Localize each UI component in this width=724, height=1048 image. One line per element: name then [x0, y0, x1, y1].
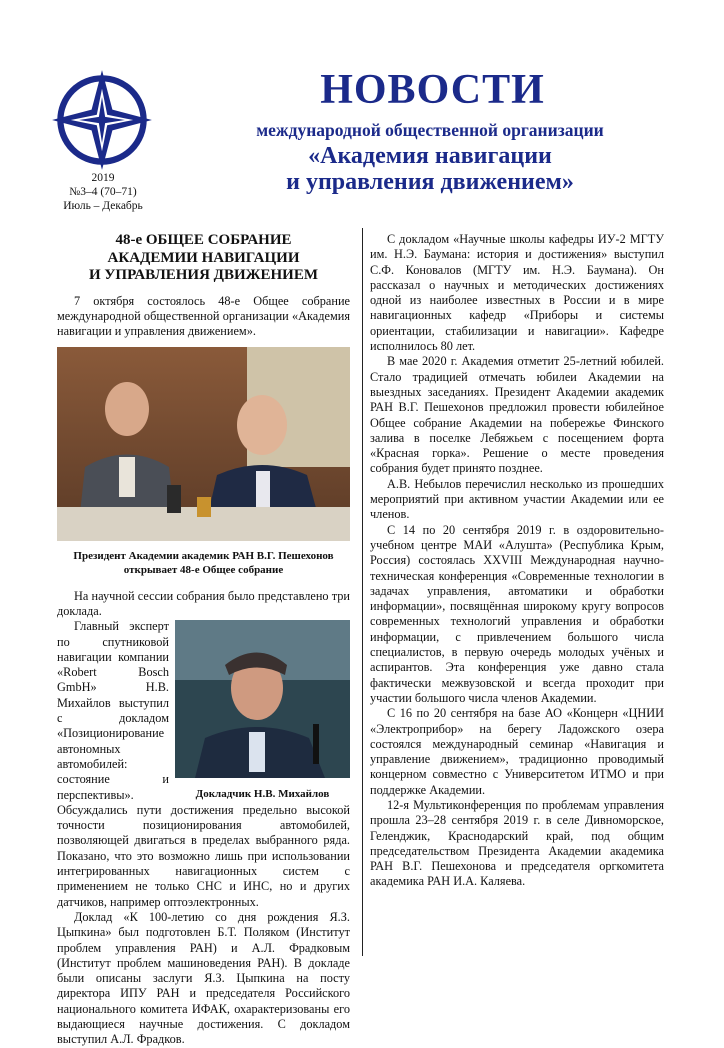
- multiconf-paragraph: 12-я Мультиконференция по проблемам управления прошла 23–28 сентября 2019 г. в селе Дивноморское, Геленджик, Краснодарский край, под общим председательством Президента Академии академика РАН В.Г. Пешехонова и председателя оргкомитета академика РАН И.А. Каляева.: [370, 797, 664, 889]
- photo-speaker-caption: Докладчик Н.В. Михайлов: [195, 787, 330, 800]
- masthead: [170, 68, 710, 195]
- issue-number: №3–4 (70–71): [69, 186, 137, 198]
- caption-line-1: Президент Академии академик РАН В.Г. Пешехонов: [73, 549, 334, 562]
- masthead-title: НОВОСТИ: [320, 67, 545, 113]
- events-paragraph: А.В. Небылов перечислил несколько из прошедших мероприятий при активном участии Академии или ее членов.: [370, 476, 664, 522]
- jubilee-paragraph: В мае 2020 г. Академия отметит 25-летний юбилей. Стало традицией отмечать юбилеи Академии на выездных заседаниях. Президент Академии академик РАН В.Г. Пешехонов предложил провести юбилейное Общее собрание Академии на побережье Финского залива в поселке Лебяжьем с посещением форта «Красная горка». Решение о месте проведения собрания будет принято позднее.: [370, 354, 664, 476]
- left-column: [57, 232, 350, 1048]
- issue-info: [40, 171, 166, 213]
- caption-line-2: открывает 48-е Общее собрание: [123, 563, 284, 576]
- column-divider: [362, 228, 363, 956]
- headline-line-2: АКАДЕМИИ НАВИГАЦИИ: [107, 249, 300, 266]
- photo-president-caption: [57, 549, 350, 577]
- masthead-subtitle: международной общественной организации: [256, 120, 604, 140]
- speaker-photo: [175, 620, 350, 778]
- photo-president: [57, 347, 350, 545]
- seminar-paragraph: С 16 по 20 сентября на базе АО «Концерн «ЦНИИ «Электроприбор» на берегу Ладожского озера состоялся международный семинар «Навигация и управление движением», традиционно проводимый концерном совместно с Университетом ИТМО и при поддержке Академии.: [370, 706, 664, 797]
- intro-paragraph: 7 октября состоялось 48-е Общее собрание международной общественной организации «Академия навигации и управления движением».: [57, 293, 350, 339]
- alushta-paragraph: С 14 по 20 сентября 2019 г. в оздоровительно-учебном центре МАИ «Алушта» (Республика Крым, Россия) состоялась XXVIII Международная научно-техническая конференция «Современные технологии в задачах управления, автоматики и обработки информации», посвящённая широкому кругу вопросов современных технологий управления и обработки информации, с привлечением большого числа специалистов, в первую очередь молодых учёных и аспирантов. Эта конференция уже давно стала фактически межвузовской и всегда проходит при участии большого числа членов Академии.: [370, 522, 664, 705]
- headline-line-3: И УПРАВЛЕНИЯ ДВИЖЕНИЕМ: [88, 267, 319, 283]
- photo-speaker: [175, 620, 350, 800]
- bosch-paragraph: Главный эксперт по спутниковой навигации компании «Robert Bosch GmbH» Н.В. Михайлов выступил с докладом «Позиционирование автономных автомобилей: состояние и перспективы». Обсуждались пути достижения предельно высокой точности позиционирования автомобилей, позволяющей двигаться в пределах выбранного ряда. Показано, что это возможно лишь при использовании интегрированных навигационных систем с применением не только СНС и ИНС, но и других датчиков, например оптоэлектронных.: [57, 619, 350, 909]
- president-photo: [57, 347, 350, 541]
- issue-period: Июль – Декабрь: [63, 200, 143, 212]
- masthead-org-line-2: и управления движением»: [286, 169, 574, 195]
- right-column: [370, 232, 664, 890]
- sessions-paragraph: На научной сессии собрания было представлено три доклада.: [57, 588, 350, 618]
- tsypkin-paragraph: Доклад «К 100-летию со дня рождения Я.З. Цыпкина» был подготовлен Б.Т. Поляком (Институт проблем управления РАН) и А.Л. Фрадковым (Институт проблем машиноведения РАН). В докладе были описаны заслуги Я.З. Цыпкина на посту директора ИПУ РАН и председателя Российского национального комитета ИФАК, охарактеризованы его выдающиеся научные достижения. С докладом выступил А.Л. Фрадков.: [57, 909, 350, 1047]
- issue-year: 2019: [91, 172, 115, 184]
- headline-line-1: 48-е ОБЩЕЕ СОБРАНИЕ: [115, 232, 292, 248]
- compass-star-logo: [50, 68, 154, 172]
- article-headline: [57, 232, 350, 285]
- masthead-org-line-1: «Академия навигации: [308, 143, 552, 169]
- schools-paragraph: С докладом «Научные школы кафедры ИУ-2 МГТУ им. Н.Э. Баумана: история и достижения» выступил С.Ф. Коновалов (МГТУ им. Н.Э. Баумана). Он рассказал о научных и методических достижениях одной из наиболее известных в России и в мире навигационных кафедр «Приборы и системы ориентации, стабилизации и навигации». Кафедре исполнилось 80 лет.: [370, 232, 664, 354]
